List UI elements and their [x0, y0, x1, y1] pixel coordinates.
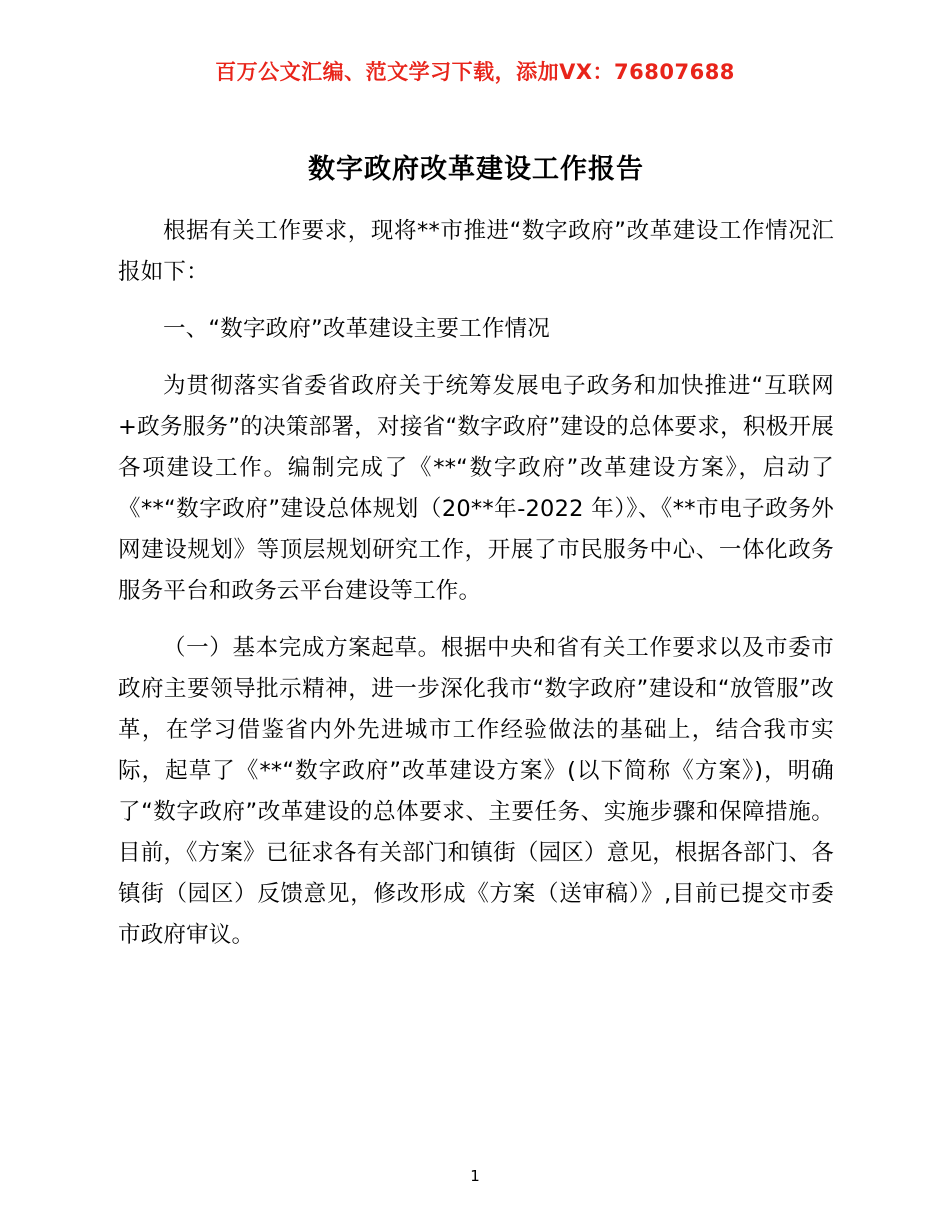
paragraph-subsection-one: （一）基本完成方案起草。根据中央和省有关工作要求以及市委市政府主要领导批示精神，进一步深化我市“数字政府”建设和“放管服”改革，在学习借鉴省内外先进城市工作经验做法的基础上，结合我市实际，起草了《**“数字政府”改革建设方案》(以下简称《方案》)，明确了“数字政府”改革建设的总体要求、主要任务、实施步骤和保障措施。目前，《方案》已征求各有关部门和镇街（园区）意见，根据各部门、各镇街（园区）反馈意见，修改形成《方案（送审稿）》,目前已提交市委市政府审议。: [118, 634, 834, 948]
watermark-text: 百万公文汇编、范文学习下载，添加VX：76807688: [215, 60, 735, 84]
paragraph-section-heading-one: 一、“数字政府”改革建设主要工作情况: [163, 315, 550, 342]
paragraph-intro: 根据有关工作要求，现将**市推进“数字政府”改革建设工作情况汇报如下：: [118, 217, 834, 285]
page-title: 数字政府改革建设工作报告: [308, 154, 644, 185]
page-number: 1: [470, 1167, 480, 1185]
paragraph-overview: 为贯彻落实省委省政府关于统筹发展电子政务和加快推进“互联网+政务服务”的决策部署，对接省“数字政府”建设的总体要求，积极开展各项建设工作。编制完成了《**“数字政府”改革建设方案》，启动了《**“数字政府”建设总体规划（20**年-2022 年）》、《**市电子政务外网建设规划》等顶层规划研究工作，开展了市民服务中心、一体化政务服务平台和政务云平台建设等工作。: [118, 372, 834, 604]
document-body: [118, 150, 834, 960]
